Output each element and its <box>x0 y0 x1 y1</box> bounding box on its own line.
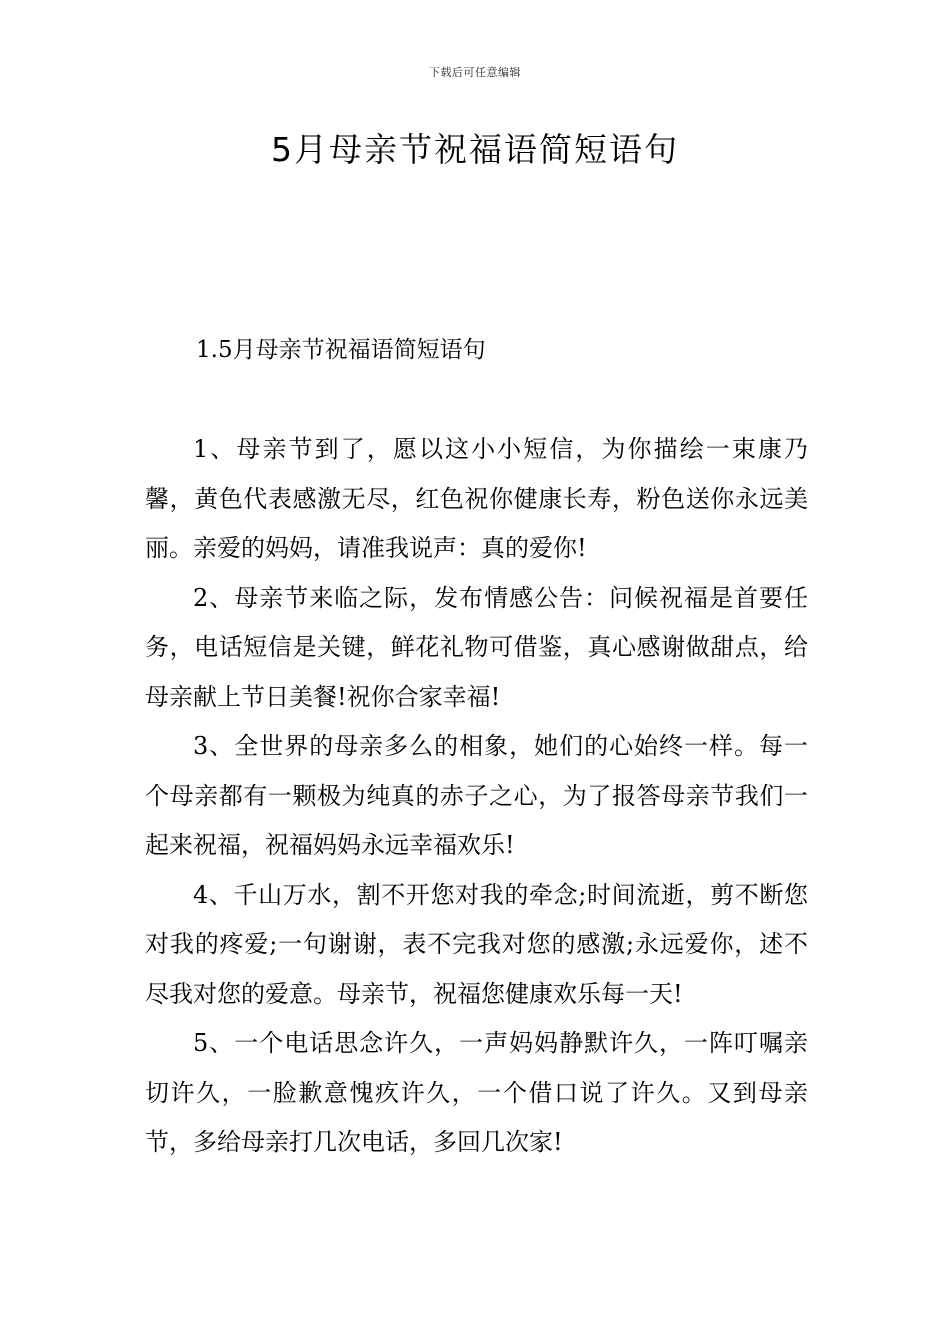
paragraph-1: 1、母亲节到了，愿以这小小短信，为你描绘一束康乃馨，黄色代表感激无尽，红色祝你健康长寿，粉色送你永远美丽。亲爱的妈妈，请准我说声：真的爱你! <box>145 435 808 562</box>
section-heading: 1.5月母亲节祝福语简短语句 <box>196 337 486 363</box>
paragraph-2: 2、母亲节来临之际，发布情感公告：问候祝福是首要任务，电话短信是关键，鲜花礼物可借鉴，真心感谢做甜点，给母亲献上节日美餐!祝你合家幸福! <box>145 583 808 711</box>
document-title: 5月母亲节祝福语简短语句 <box>271 130 679 169</box>
paragraph-4: 4、千山万水，割不开您对我的牵念;时间流逝，剪不断您对我的疼爱;一句谢谢，表不完我对您的感激;永远爱你，述不尽我对您的爱意。母亲节，祝福您健康欢乐每一天! <box>145 880 808 1008</box>
paragraph-5: 5、一个电话思念许久，一声妈妈静默许久，一阵叮嘱亲切许久，一脸歉意愧疚许久，一个借口说了许久。又到母亲节，多给母亲打几次电话，多回几次家! <box>145 1029 808 1156</box>
paragraph-3: 3、全世界的母亲多么的相象，她们的心始终一样。每一个母亲都有一颗极为纯真的赤子之心，为了报答母亲节我们一起来祝福，祝福妈妈永远幸福欢乐! <box>145 732 808 859</box>
page-header-note: 下载后可任意编辑 <box>429 66 521 79</box>
document-body <box>145 425 808 1168</box>
